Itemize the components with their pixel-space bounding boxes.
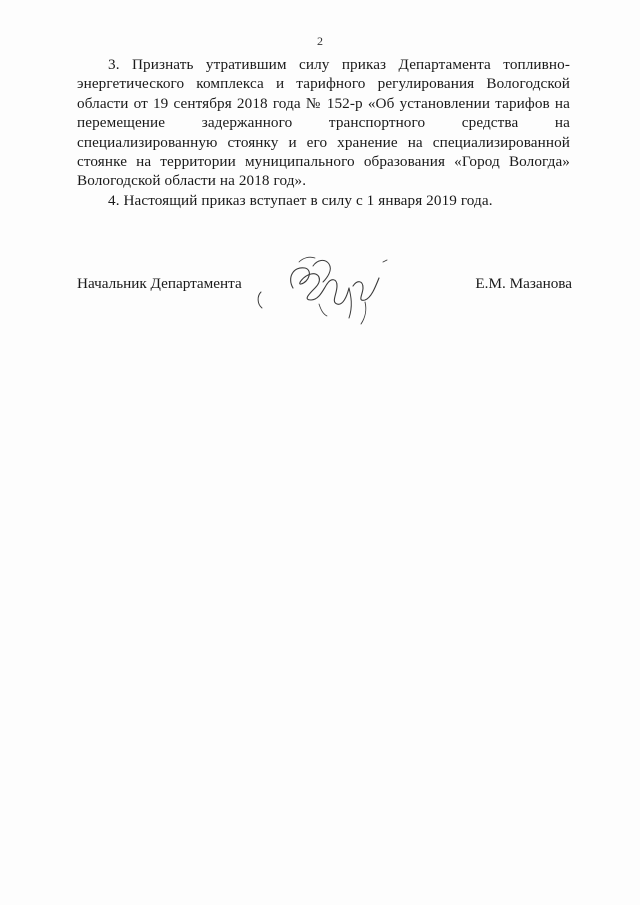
signature-block	[77, 270, 572, 330]
document-body	[77, 55, 570, 210]
page-number: 2	[317, 34, 323, 48]
signatory-title: Начальник Департамента	[77, 275, 242, 292]
paragraph-effective-date: 4. Настоящий приказ вступает в силу с 1 января 2019 года.	[108, 191, 493, 209]
signatory-name: Е.М. Мазанова	[475, 275, 572, 292]
paragraph-revoke-order: 3. Признать утратившим силу приказ Департамента топливно-энергетического комплекса и тарифного регулирования Вологодской области от 19 сентября 2018 года № 152-р «Об установлении тарифов на перемещение задержанного транспортного средства на специализированную стоянку и его хранение на специализированной стоянке на территории муниципального образования «Город Вологда» Вологодской области на 2018 год».	[77, 56, 570, 190]
handwritten-signature-icon	[253, 248, 403, 328]
